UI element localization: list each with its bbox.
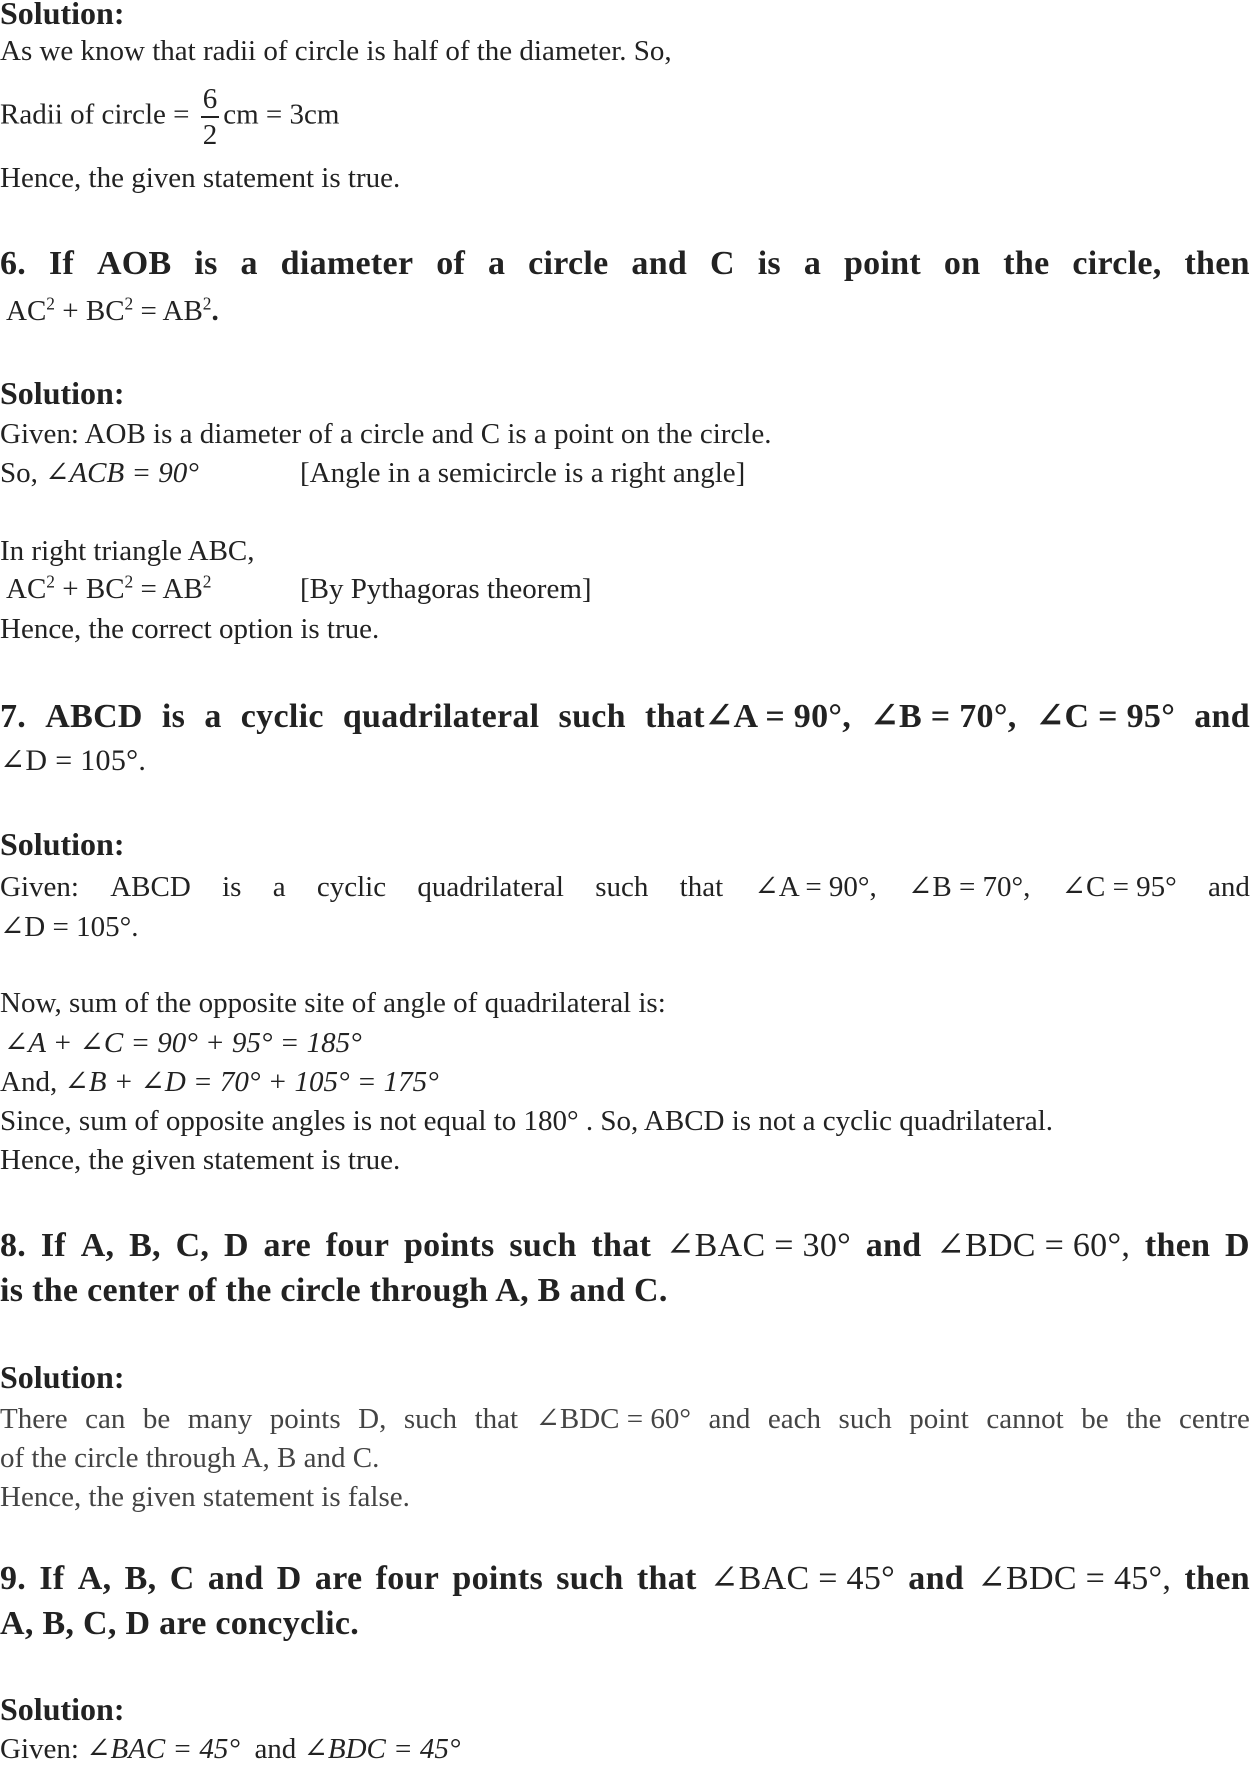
question-9-line2: A, B, C, D are concyclic. xyxy=(0,1605,360,1642)
solution-text: In right triangle ABC, xyxy=(0,535,255,567)
solution-text: Now, sum of the opposite site of angle of quadrilateral is: xyxy=(0,987,666,1019)
solution-heading: Solution: xyxy=(0,375,125,411)
solution-text: Given: ABCD is a cyclic quadrilateral such that ∠A = 90°, ∠B = 70°, ∠C = 95° and xyxy=(0,871,1250,903)
question-8-line1: 8. If A, B, C, D are four points such that ∠BAC = 30° and ∠BDC = 60°, then D xyxy=(0,1227,1250,1264)
fraction: $\frac{6}{2}$ xyxy=(202,83,218,151)
question-7-line1: 7. ABCD is a cyclic quadrilateral such that∠A = 90°, ∠B = 70°, ∠C = 95° and xyxy=(0,698,1250,735)
solution-heading: Solution: xyxy=(0,1691,125,1727)
pythagoras-equation: $AC^2 + BC^2 = AB^2$ xyxy=(6,571,212,605)
question-6-line1: 6. If AOB is a diameter of a circle and C is a point on the circle, then xyxy=(0,245,1250,282)
solution-text: of the circle through A, B and C. xyxy=(0,1442,380,1474)
conclusion: Hence, the given statement is false. xyxy=(0,1481,410,1513)
reason-text: [Angle in a semicircle is a right angle] xyxy=(300,457,746,489)
solution-text: ∠D = 105°. xyxy=(0,911,139,943)
solution-text: Given: ∠BAC = 45° and ∠BDC = 45° xyxy=(0,1733,461,1765)
conclusion: Hence, the correct option is true. xyxy=(0,613,380,645)
solution-text: There can be many points D, such that ∠BDC = 60° and each such point cannot be the centre xyxy=(0,1403,1250,1435)
reason-text: [By Pythagoras theorem] xyxy=(300,573,592,605)
question-9-line1: 9. If A, B, C and D are four points such that ∠BAC = 45° and ∠BDC = 45°, then xyxy=(0,1560,1250,1597)
solution-text: As we know that radii of circle is half of the diameter. So, xyxy=(0,35,672,67)
radii-equation: Radii of circle = $\frac{6}{2}$ cm = 3cm xyxy=(0,83,340,151)
sum-equation-2: And, ∠B + ∠D = 70° + 105° = 175° xyxy=(0,1066,439,1098)
question-7-line2: ∠D = 105°. xyxy=(0,744,147,777)
solution-text: Given: AOB is a diameter of a circle and C is a point on the circle. xyxy=(0,418,772,450)
conclusion: Hence, the given statement is true. xyxy=(0,1144,401,1176)
question-6-equation: $AC^2 + BC^2 = AB^2$. xyxy=(6,293,219,327)
question-8-line2: is the center of the circle through A, B and C. xyxy=(0,1272,668,1309)
solution-heading: Solution: xyxy=(0,0,125,31)
solution-text: So, ∠ACB = 90° xyxy=(0,457,199,489)
conclusion: Hence, the given statement is true. xyxy=(0,162,401,194)
solution-text: Since, sum of opposite angles is not equal to 180° . So, ABCD is not a cyclic quadrilateral. xyxy=(0,1105,1054,1137)
sum-equation-1: ∠A + ∠C = 90° + 95° = 185° xyxy=(4,1027,362,1059)
solution-heading: Solution: xyxy=(0,826,125,862)
solution-heading: Solution: xyxy=(0,1359,125,1395)
